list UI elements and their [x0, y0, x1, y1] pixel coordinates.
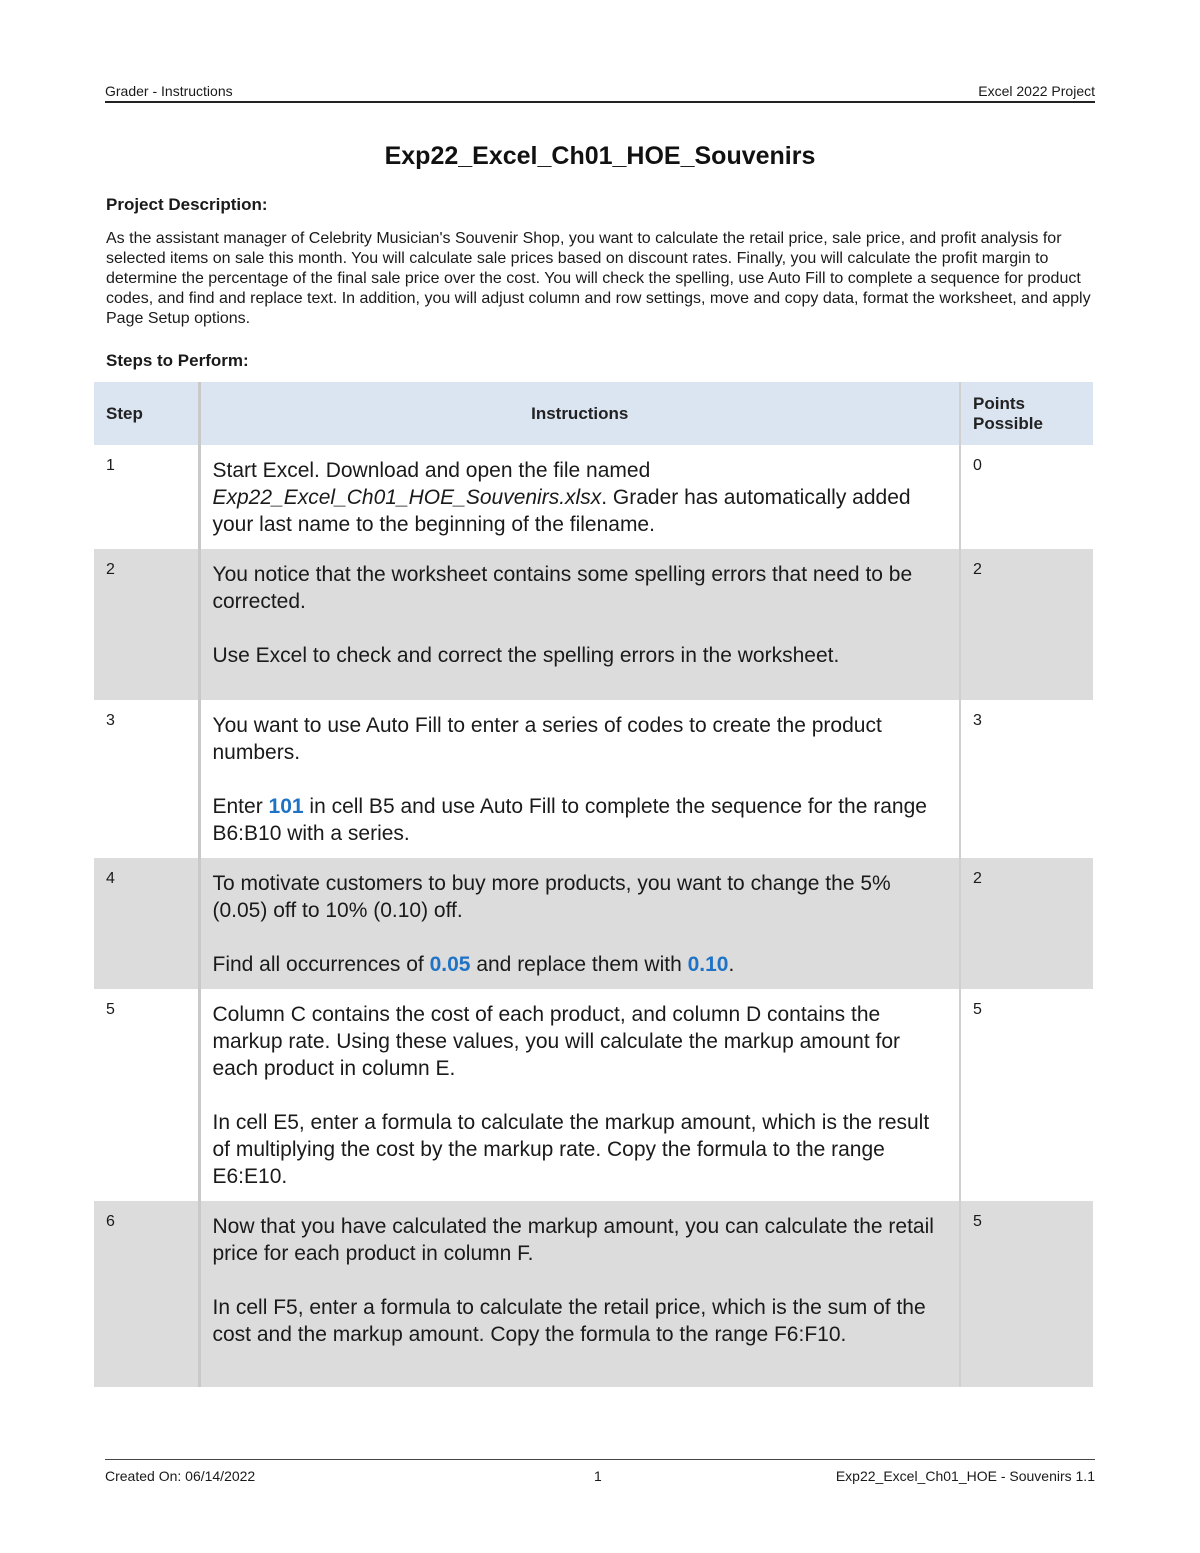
column-header-step: Step	[94, 382, 199, 445]
header-left-text: Grader - Instructions	[105, 83, 233, 99]
project-description-heading: Project Description:	[106, 195, 268, 214]
instruction-text: Start Excel. Download and open the file named	[212, 459, 651, 482]
instruction-text: .	[728, 953, 735, 976]
table-header-row	[94, 382, 1093, 445]
points-value: 5	[960, 1201, 1093, 1387]
page-footer	[105, 1459, 1095, 1490]
points-value: 2	[960, 858, 1093, 989]
instruction-text: Enter	[212, 795, 269, 818]
step-number: 3	[106, 712, 115, 729]
highlighted-value: 101	[268, 795, 304, 818]
step-instructions	[199, 549, 960, 700]
instruction-text: in cell B5 and use Auto Fill to complete the sequence for the range B6:B10 with a series.	[212, 795, 927, 845]
page-header	[105, 83, 1095, 103]
table-row-step-2	[94, 549, 1093, 700]
steps-heading: Steps to Perform:	[106, 351, 249, 370]
step-instructions	[199, 989, 960, 1201]
instruction-paragraph: Use Excel to check and correct the spelling errors in the worksheet.	[212, 644, 840, 667]
table-row-step-4	[94, 858, 1093, 989]
step-instructions	[199, 700, 960, 858]
points-value: 3	[973, 712, 982, 729]
instruction-text: and replace them with	[470, 953, 688, 976]
table-row-step-5	[94, 989, 1093, 1201]
file-name: Exp22_Excel_Ch01_HOE_Souvenirs.xlsx	[212, 486, 602, 509]
instruction-paragraph: You notice that the worksheet contains some spelling errors that need to be corrected.	[212, 563, 913, 613]
instruction-paragraph: Now that you have calculated the markup amount, you can calculate the retail price for each product in column F.	[212, 1215, 934, 1265]
column-header-points: Points Possible	[960, 382, 1093, 445]
instruction-text: . Grader has automatically added your last name to the beginning of the filename.	[212, 486, 911, 536]
header-right-text: Excel 2022 Project	[978, 83, 1095, 99]
document-title: Exp22_Excel_Ch01_HOE_Souvenirs	[384, 142, 816, 170]
step-number: 6	[94, 1201, 199, 1387]
instruction-text: Find all occurrences of	[212, 953, 430, 976]
project-description-text: As the assistant manager of Celebrity Musician's Souvenir Shop, you want to calculate the retail price, sale price, and profit analysis for selected items on sale this month. You will calculate sale prices based on discount rates. Finally, you will calculate the profit margin to determine the percentage of the final sale price over the cost. You will check the spelling, use Auto Fill to complete a sequence for product codes, and find and replace text. In addition, you will adjust column and row settings, move and copy data, format the worksheet, and apply Page Setup options.	[106, 230, 1091, 327]
footer-created-on: Created On: 06/14/2022	[105, 1468, 256, 1484]
table-row-step-6	[94, 1201, 1093, 1387]
steps-table	[94, 382, 1093, 1387]
step-instructions	[199, 858, 960, 989]
highlighted-value: 0.10	[687, 953, 729, 976]
footer-page-number: 1	[594, 1468, 602, 1484]
points-value: 5	[973, 1001, 982, 1018]
points-value: 2	[960, 549, 1093, 700]
table-row-step-1	[94, 445, 1093, 549]
footer-document-id: Exp22_Excel_Ch01_HOE - Souvenirs 1.1	[835, 1468, 1095, 1484]
step-instructions	[199, 1201, 960, 1387]
step-number: 4	[94, 858, 199, 989]
instruction-paragraph: You want to use Auto Fill to enter a series of codes to create the product numbers.	[212, 714, 882, 764]
step-number: 5	[106, 1001, 115, 1018]
highlighted-value: 0.05	[429, 953, 471, 976]
step-number: 1	[106, 457, 115, 474]
instruction-paragraph: In cell F5, enter a formula to calculate the retail price, which is the sum of the cost and the markup amount. Copy the formula to the range F6:F10.	[212, 1296, 926, 1346]
instruction-paragraph: To motivate customers to buy more products, you want to change the 5% (0.05) off to 10% (0.10) off.	[212, 872, 891, 922]
points-value: 0	[973, 457, 982, 474]
step-instructions	[199, 445, 960, 549]
step-number: 2	[94, 549, 199, 700]
column-header-instructions: Instructions	[199, 382, 960, 445]
instruction-paragraph: Column C contains the cost of each product, and column D contains the markup rate. Using these values, you will calculate the markup amount for each product in column E.	[212, 1003, 900, 1080]
instruction-paragraph: In cell E5, enter a formula to calculate the markup amount, which is the result of multiplying the cost by the markup rate. Copy the formula to the range E6:E10.	[212, 1111, 930, 1188]
table-row-step-3	[94, 700, 1093, 858]
